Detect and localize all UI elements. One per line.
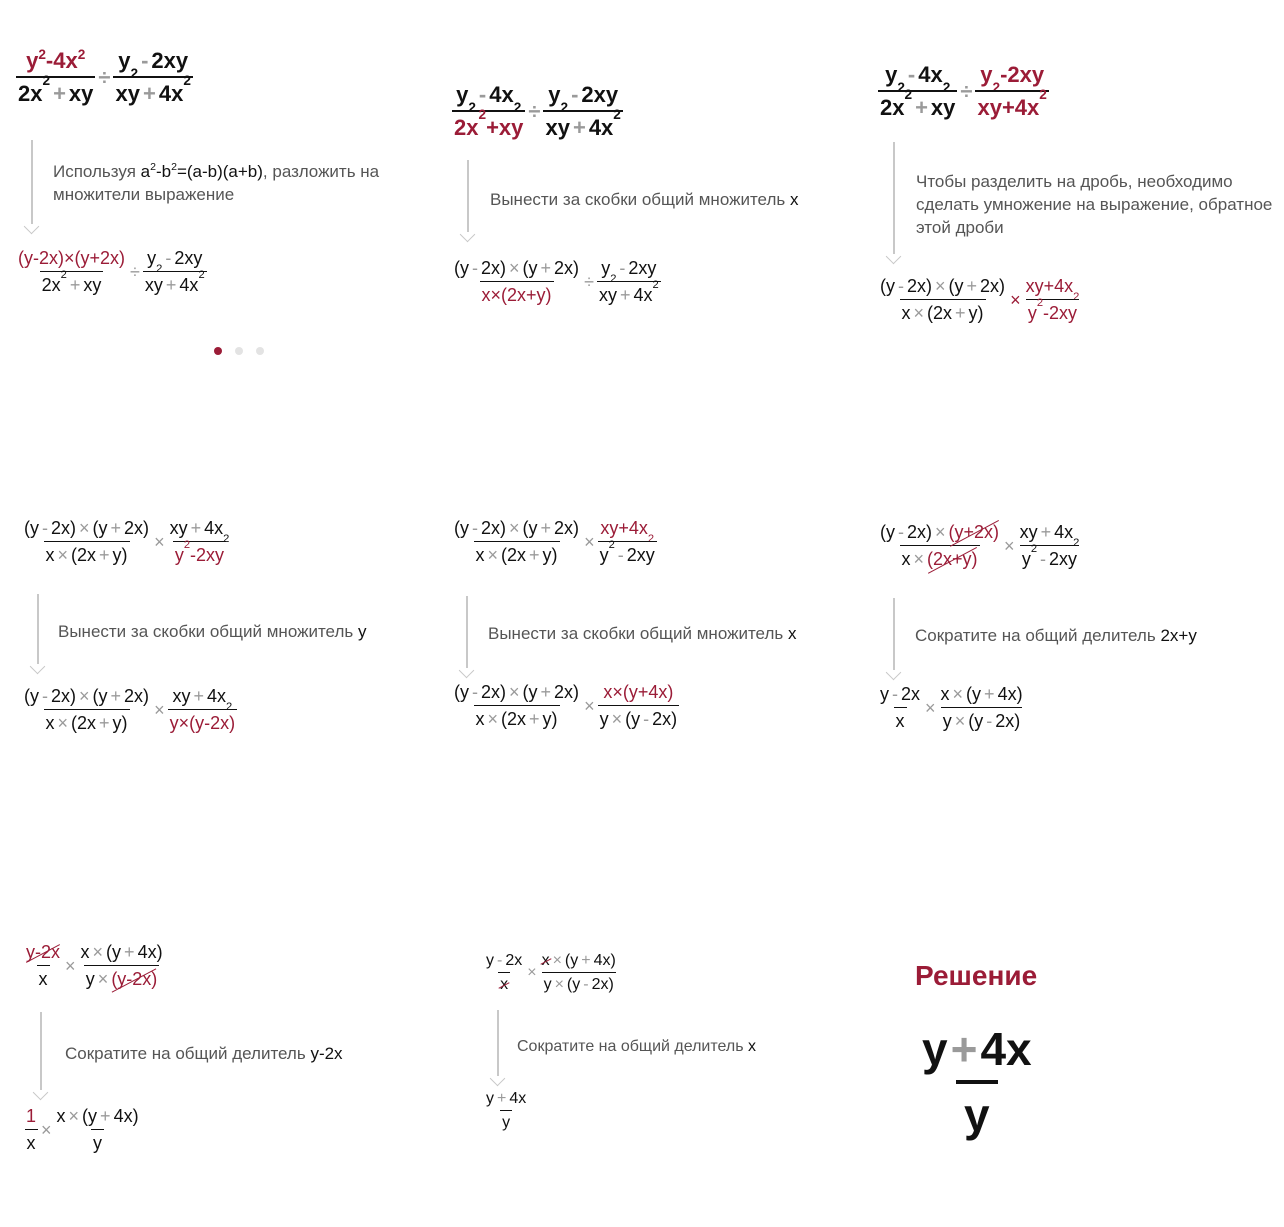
step2-result: (y - 2x) × (y + 2x) x×(2x+y) ÷ y 2 - 2xy xy + 4x 2 [454, 258, 659, 305]
step1-factored-expression: (y-2x)×(y+2x) 2x 2 + xy ÷ y 2 - 2xy xy + 4x 2 [18, 248, 205, 295]
step-note-1: Используя $a^2-b^2=(a-b)(a+b)$, разложить на множители выражение [53, 161, 380, 204]
step-arrow [34, 1012, 48, 1098]
step-note-4: Вынести за скобки общий множитель y [58, 622, 367, 641]
fraction-1: $y^2$ $-4x^2$ 2x 2 + xy [18, 47, 94, 106]
step7-expression: $\frac{y-2x}{x}$ × x × (y + 4x) y × (y-2x) [26, 942, 163, 989]
step-arrow [25, 140, 39, 232]
step8-expression: y - 2x x × x × (y + 4x) y × (y - 2x) [486, 952, 616, 993]
carousel-pagination[interactable] [214, 347, 264, 355]
step4-expression: (y - 2x) × (y + 2x) x × (2x + y) × xy + 4x 2 y 2 -2xy [24, 518, 230, 565]
step-arrow [460, 596, 474, 676]
step-note-6: Сократите на общий делитель 2x+y [915, 626, 1197, 645]
step6-expression: (y - 2x) × (y+2x) x × (2x+y) × xy + 4x 2 y 2 - 2xy [880, 522, 1080, 569]
step7-result: $\frac{1}{x}$ × x × (y + 4x) y [26, 1106, 139, 1153]
solution-fraction: y + 4x y [922, 1023, 1032, 1141]
fraction-2: y 2 - 2xy xy + 4x 2 [115, 48, 191, 106]
step-arrow [887, 598, 901, 678]
step-note-2: Вынести за скобки общий множитель x [490, 190, 799, 209]
step-note-8: Сократите на общий делитель x [517, 1038, 756, 1055]
carousel-dot-1[interactable] [214, 347, 222, 355]
step5-result: (y - 2x) × (y + 2x) x × (2x + y) × x×(y+4x) y × (y - 2x) [454, 682, 678, 729]
step-arrow [491, 1010, 505, 1084]
step-arrow [31, 594, 45, 672]
step2-expression: y 2 - 4x 2 2x 2 +xy ÷ y 2 - 2xy xy + 4x 2 [454, 82, 621, 140]
carousel-dot-2[interactable] [235, 347, 243, 355]
step3-result: (y - 2x) × (y + 2x) x × (2x + y) × xy+4x 2 y 2 -2xy [880, 276, 1080, 323]
step5-expression: (y - 2x) × (y + 2x) x × (2x + y) × xy+4x 2 y 2 - 2xy [454, 518, 655, 565]
solution-title: Решение [915, 960, 1038, 991]
step3-expression: y 2 - 4x 2 2x 2 + xy ÷ y 2 -2xy xy+4x 2 [880, 62, 1047, 120]
step8-result: y + 4x y [486, 1090, 527, 1131]
divide-operator: ÷ [98, 64, 111, 90]
step-note-5: Вынести за скобки общий множитель x [488, 624, 797, 643]
step-note-3: Чтобы разделить на дробь, необходимо сделать умножение на выражение, обратное этой дроби [916, 172, 1273, 237]
carousel-dot-3[interactable] [256, 347, 264, 355]
step4-result: (y - 2x) × (y + 2x) x × (2x + y) × xy + 4x 2 y×(y-2x) [24, 686, 236, 733]
step1-original-expression [16, 48, 193, 107]
step-note-7: Сократите на общий делитель y-2x [65, 1044, 343, 1063]
step6-result: y - 2x x × x × (y + 4x) y × (y - 2x) [880, 684, 1023, 731]
step-arrow [461, 160, 475, 240]
step-arrow [887, 142, 901, 262]
